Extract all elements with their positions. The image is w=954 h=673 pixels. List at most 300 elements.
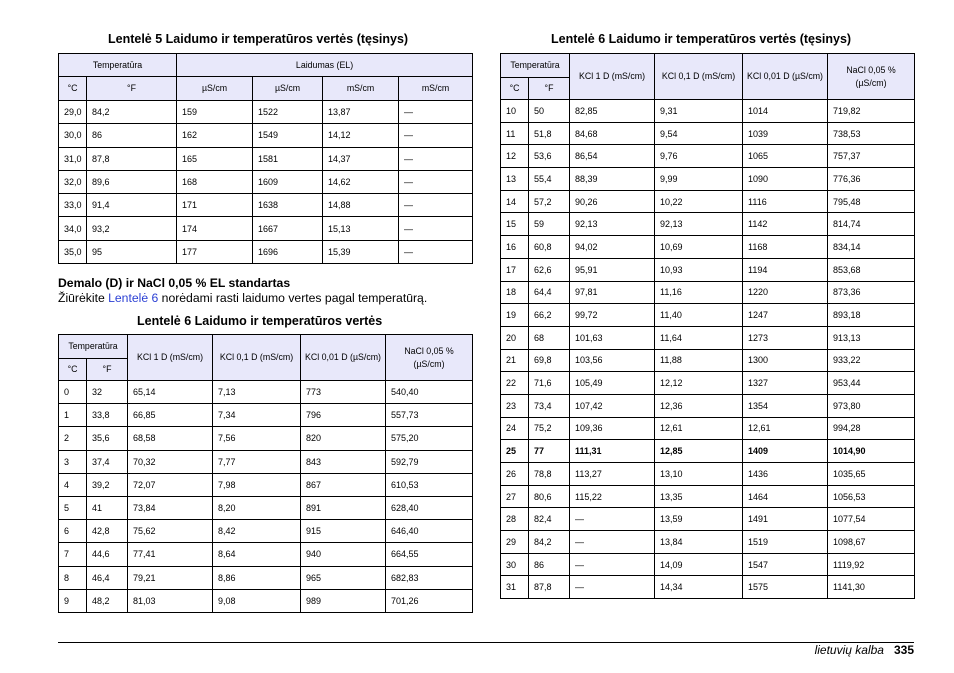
table5-unit-header: °F	[87, 77, 177, 101]
table6-link[interactable]: Lentelė 6	[108, 291, 159, 305]
table-cell: 15	[501, 213, 529, 236]
table-cell: 893,18	[828, 304, 915, 327]
table-cell: 71,6	[529, 372, 570, 395]
table-cell: —	[399, 101, 473, 124]
table-cell: 1141,30	[828, 576, 915, 599]
table5-header-conductivity: Laidumas (EL)	[177, 54, 473, 77]
table-cell: 14,37	[323, 147, 399, 170]
table-cell: 30	[501, 553, 529, 576]
section-heading: Demalo (D) ir NaCl 0,05 % EL standartas	[58, 276, 291, 290]
table-cell: 8,42	[213, 520, 301, 543]
table-cell: 33,8	[87, 404, 128, 427]
table-cell: 1	[59, 404, 87, 427]
table-cell: 79,21	[128, 566, 213, 589]
table-cell: 44,6	[87, 543, 128, 566]
table-cell: 25	[501, 440, 529, 463]
table-cell: —	[399, 124, 473, 147]
table-cell: 965	[301, 566, 386, 589]
table-row	[59, 589, 473, 612]
table-row	[501, 531, 915, 554]
table-cell: 1547	[743, 553, 828, 576]
table-cell: —	[399, 217, 473, 240]
table-cell: 9,54	[655, 122, 743, 145]
table-cell: 32	[87, 381, 128, 404]
table-cell: 16	[501, 236, 529, 259]
table-cell: 30,0	[59, 124, 87, 147]
table-cell: 86	[529, 553, 570, 576]
table-row	[59, 101, 473, 124]
table-cell: 50	[529, 100, 570, 123]
table-cell: 1077,54	[828, 508, 915, 531]
table-cell: 4	[59, 473, 87, 496]
table-cell: 1464	[743, 485, 828, 508]
table6b	[500, 53, 915, 599]
table-cell: 12,61	[655, 417, 743, 440]
table-cell: 29	[501, 531, 529, 554]
table-cell: 664,55	[386, 543, 473, 566]
table-cell: 757,37	[828, 145, 915, 168]
table-cell: 53,6	[529, 145, 570, 168]
table-cell: 8,64	[213, 543, 301, 566]
table-cell: 7,98	[213, 473, 301, 496]
table-cell: 27	[501, 485, 529, 508]
table-cell: 2	[59, 427, 87, 450]
table-cell: 171	[177, 194, 253, 217]
table6a	[58, 334, 473, 613]
table-cell: 540,40	[386, 381, 473, 404]
footer-language: lietuvių kalba	[814, 643, 884, 657]
table-cell: 21	[501, 349, 529, 372]
table-cell: 628,40	[386, 496, 473, 519]
table-cell: 68,58	[128, 427, 213, 450]
table-cell: 77	[529, 440, 570, 463]
table-cell: 795,48	[828, 190, 915, 213]
table-cell: 65,14	[128, 381, 213, 404]
table-cell: 13,87	[323, 101, 399, 124]
table-cell: 35,0	[59, 240, 87, 263]
table-row	[501, 168, 915, 191]
table-cell: 32,0	[59, 170, 87, 193]
table-cell: 94,02	[570, 236, 655, 259]
table-cell: 82,4	[529, 508, 570, 531]
table-cell: 1638	[253, 194, 323, 217]
table-cell: 12,61	[743, 417, 828, 440]
table-header: KCl 0,1 D (mS/cm)	[213, 335, 301, 381]
table-cell: 575,20	[386, 427, 473, 450]
table-cell: 1491	[743, 508, 828, 531]
table-cell: 940	[301, 543, 386, 566]
table-cell: 7	[59, 543, 87, 566]
page-number: 335	[893, 643, 914, 657]
table-row	[501, 122, 915, 145]
table-cell: 989	[301, 589, 386, 612]
table-cell: 953,44	[828, 372, 915, 395]
table-cell: 796	[301, 404, 386, 427]
table-cell: 12,12	[655, 372, 743, 395]
table-cell: 95,91	[570, 258, 655, 281]
table-cell: 1056,53	[828, 485, 915, 508]
table-header-temperature: Temperatūra	[501, 54, 570, 78]
table-cell: 973,80	[828, 394, 915, 417]
table-cell: 1575	[743, 576, 828, 599]
table-cell: 101,63	[570, 326, 655, 349]
table-cell: 1065	[743, 145, 828, 168]
table-cell: 1090	[743, 168, 828, 191]
paragraph-text-after: norėdami rasti laidumo vertes pagal temperatūrą.	[158, 291, 428, 305]
table-cell: 51,8	[529, 122, 570, 145]
table-cell: 1014	[743, 100, 828, 123]
table-cell: 1116	[743, 190, 828, 213]
table-cell: 7,56	[213, 427, 301, 450]
standards-section	[58, 276, 427, 306]
table-cell: 99,72	[570, 304, 655, 327]
table-cell: 13,59	[655, 508, 743, 531]
table-cell: 9,99	[655, 168, 743, 191]
table-cell: 31,0	[59, 147, 87, 170]
table-cell: 111,31	[570, 440, 655, 463]
table-cell: 66,85	[128, 404, 213, 427]
table-cell: 19	[501, 304, 529, 327]
table-cell: 91,4	[87, 194, 177, 217]
table-cell: 10,93	[655, 258, 743, 281]
table-cell: 9,76	[655, 145, 743, 168]
table-unit-header: °F	[87, 359, 128, 381]
table-cell: 72,07	[128, 473, 213, 496]
table-cell: 14,09	[655, 553, 743, 576]
table-cell: 1014,90	[828, 440, 915, 463]
table-cell: 5	[59, 496, 87, 519]
table5-unit-header: °C	[59, 77, 87, 101]
table-cell: 853,68	[828, 258, 915, 281]
table-cell: 8	[59, 566, 87, 589]
table6a-caption: Lentelė 6 Laidumo ir temperatūros vertės	[137, 314, 383, 328]
table-cell: 86,54	[570, 145, 655, 168]
paragraph-text-before: Žiūrėkite	[58, 291, 109, 305]
table-cell: 66,2	[529, 304, 570, 327]
table-cell: 84,68	[570, 122, 655, 145]
table-cell: 1409	[743, 440, 828, 463]
table-cell: 915	[301, 520, 386, 543]
table-cell: 105,49	[570, 372, 655, 395]
table-cell: 891	[301, 496, 386, 519]
table-cell: 68	[529, 326, 570, 349]
table-cell: 6	[59, 520, 87, 543]
table-cell: 8,20	[213, 496, 301, 519]
table-cell: 14,62	[323, 170, 399, 193]
table-cell: 70,32	[128, 450, 213, 473]
table-cell: 1220	[743, 281, 828, 304]
table-cell: 820	[301, 427, 386, 450]
table-row	[501, 485, 915, 508]
table-cell: —	[570, 553, 655, 576]
table-unit-header: °C	[59, 359, 87, 381]
table-cell: 95	[87, 240, 177, 263]
table-cell: 22	[501, 372, 529, 395]
footer-rule	[58, 642, 914, 643]
table-cell: 18	[501, 281, 529, 304]
table-row	[59, 520, 473, 543]
table-row	[501, 213, 915, 236]
table-cell: 843	[301, 450, 386, 473]
table-cell: 1354	[743, 394, 828, 417]
table-cell: 37,4	[87, 450, 128, 473]
table-cell: 107,42	[570, 394, 655, 417]
table-cell: —	[570, 576, 655, 599]
table-cell: 610,53	[386, 473, 473, 496]
table-cell: 92,13	[655, 213, 743, 236]
table-cell: 64,4	[529, 281, 570, 304]
table6b-caption: Lentelė 6 Laidumo ir temperatūros vertės (tęsinys)	[551, 32, 852, 46]
table-cell: 103,56	[570, 349, 655, 372]
table-cell: 42,8	[87, 520, 128, 543]
table-cell: 1194	[743, 258, 828, 281]
table-cell: 913,13	[828, 326, 915, 349]
table-cell: 12,36	[655, 394, 743, 417]
table-header: NaCl 0,05 % (µS/cm)	[386, 335, 473, 381]
table-row	[501, 190, 915, 213]
table-cell: 80,6	[529, 485, 570, 508]
table-cell: —	[570, 508, 655, 531]
table-cell: 11,88	[655, 349, 743, 372]
table-cell: 48,2	[87, 589, 128, 612]
table-cell: 90,26	[570, 190, 655, 213]
table-row	[501, 281, 915, 304]
table-cell: 84,2	[529, 531, 570, 554]
table-cell: 13,35	[655, 485, 743, 508]
table-row	[59, 194, 473, 217]
table-row	[59, 404, 473, 427]
table-cell: 73,84	[128, 496, 213, 519]
table-header: NaCl 0,05 % (µS/cm)	[828, 54, 915, 100]
table-cell: 78,8	[529, 463, 570, 486]
table-header: KCl 0,01 D (µS/cm)	[301, 335, 386, 381]
table-cell: 41	[87, 496, 128, 519]
table-unit-header: °C	[501, 78, 529, 100]
table-row	[59, 566, 473, 589]
table-cell: 1168	[743, 236, 828, 259]
table-cell: 60,8	[529, 236, 570, 259]
table-cell: 738,53	[828, 122, 915, 145]
table-cell: 69,8	[529, 349, 570, 372]
table-row	[501, 100, 915, 123]
table-row	[501, 394, 915, 417]
table-cell: —	[570, 531, 655, 554]
table-row	[59, 170, 473, 193]
table-cell: 773	[301, 381, 386, 404]
table-header: KCl 0,01 D (µS/cm)	[743, 54, 828, 100]
table-cell: 109,36	[570, 417, 655, 440]
table-cell: 867	[301, 473, 386, 496]
table-cell: 13,10	[655, 463, 743, 486]
table-cell: 10	[501, 100, 529, 123]
table-cell: 24	[501, 417, 529, 440]
table-cell: 11	[501, 122, 529, 145]
table-row	[59, 473, 473, 496]
table-cell: 1549	[253, 124, 323, 147]
table-cell: 26	[501, 463, 529, 486]
table-cell: 97,81	[570, 281, 655, 304]
table-cell: 1581	[253, 147, 323, 170]
table-cell: 1039	[743, 122, 828, 145]
table-cell: 84,2	[87, 101, 177, 124]
table-row	[59, 496, 473, 519]
table-cell: 59	[529, 213, 570, 236]
table-cell: 12,85	[655, 440, 743, 463]
table-row	[501, 440, 915, 463]
table-row	[501, 326, 915, 349]
table-cell: 8,86	[213, 566, 301, 589]
table-row	[501, 372, 915, 395]
table-cell: 14	[501, 190, 529, 213]
footer	[815, 643, 914, 657]
table-cell: 3	[59, 450, 87, 473]
table-cell: 873,36	[828, 281, 915, 304]
table-cell: 1300	[743, 349, 828, 372]
table-row	[501, 236, 915, 259]
table-cell: 1519	[743, 531, 828, 554]
table5	[58, 53, 473, 264]
table-row	[59, 543, 473, 566]
table5-unit-header: µS/cm	[253, 77, 323, 101]
table-cell: 15,39	[323, 240, 399, 263]
table-header: KCl 1 D (mS/cm)	[128, 335, 213, 381]
table-cell: 87,8	[87, 147, 177, 170]
table-unit-header: °F	[529, 78, 570, 100]
table-row	[501, 508, 915, 531]
table-cell: 719,82	[828, 100, 915, 123]
table-cell: 557,73	[386, 404, 473, 427]
table-cell: 93,2	[87, 217, 177, 240]
table-cell: —	[399, 240, 473, 263]
table-cell: 7,13	[213, 381, 301, 404]
table-cell: 33,0	[59, 194, 87, 217]
table-header-temperature: Temperatūra	[59, 335, 128, 359]
table-cell: 1119,92	[828, 553, 915, 576]
table5-caption: Lentelė 5 Laidumo ir temperatūros vertės (tęsinys)	[108, 32, 409, 46]
table-cell: 168	[177, 170, 253, 193]
table-cell: 1035,65	[828, 463, 915, 486]
table-cell: 75,62	[128, 520, 213, 543]
table-cell: 35,6	[87, 427, 128, 450]
table-cell: 86	[87, 124, 177, 147]
table-cell: —	[399, 194, 473, 217]
table5-header-temperature: Temperatūra	[59, 54, 177, 77]
table-cell: 159	[177, 101, 253, 124]
table-cell: 177	[177, 240, 253, 263]
section-paragraph	[58, 291, 427, 306]
table-cell: 1609	[253, 170, 323, 193]
table-row	[59, 427, 473, 450]
table-cell: 10,69	[655, 236, 743, 259]
table-cell: 77,41	[128, 543, 213, 566]
table-cell: 165	[177, 147, 253, 170]
table-cell: 9	[59, 589, 87, 612]
table-cell: 834,14	[828, 236, 915, 259]
table-cell: 994,28	[828, 417, 915, 440]
table-cell: 1667	[253, 217, 323, 240]
table-row	[501, 553, 915, 576]
table-cell: 10,22	[655, 190, 743, 213]
table5-unit-header: mS/cm	[399, 77, 473, 101]
table-cell: 701,26	[386, 589, 473, 612]
table-cell: 13,84	[655, 531, 743, 554]
table-cell: 11,16	[655, 281, 743, 304]
table-cell: 162	[177, 124, 253, 147]
table-cell: 115,22	[570, 485, 655, 508]
table-row	[501, 349, 915, 372]
table-row	[501, 417, 915, 440]
table-row	[59, 450, 473, 473]
table-cell: 55,4	[529, 168, 570, 191]
table-cell: 23	[501, 394, 529, 417]
table-row	[501, 145, 915, 168]
table-row	[501, 304, 915, 327]
table-cell: 39,2	[87, 473, 128, 496]
table-cell: 174	[177, 217, 253, 240]
table-cell: 1142	[743, 213, 828, 236]
table5-unit-header: µS/cm	[177, 77, 253, 101]
table-cell: 17	[501, 258, 529, 281]
table-cell: 933,22	[828, 349, 915, 372]
table-row	[501, 576, 915, 599]
table-cell: 12	[501, 145, 529, 168]
table-cell: 7,34	[213, 404, 301, 427]
table-cell: 82,85	[570, 100, 655, 123]
table-cell: 28	[501, 508, 529, 531]
table-row	[59, 217, 473, 240]
table-cell: 682,83	[386, 566, 473, 589]
table-cell: 776,36	[828, 168, 915, 191]
table-cell: 88,39	[570, 168, 655, 191]
table-header: KCl 1 D (mS/cm)	[570, 54, 655, 100]
table-cell: 14,88	[323, 194, 399, 217]
table-cell: 92,13	[570, 213, 655, 236]
table-cell: 11,40	[655, 304, 743, 327]
table-cell: —	[399, 170, 473, 193]
table-cell: 592,79	[386, 450, 473, 473]
table-cell: 57,2	[529, 190, 570, 213]
table-cell: 814,74	[828, 213, 915, 236]
table-cell: 29,0	[59, 101, 87, 124]
table-row	[501, 463, 915, 486]
table-cell: 87,8	[529, 576, 570, 599]
table-cell: —	[399, 147, 473, 170]
table-row	[501, 258, 915, 281]
table-row	[59, 147, 473, 170]
table-cell: 0	[59, 381, 87, 404]
table-cell: 62,6	[529, 258, 570, 281]
table-cell: 1247	[743, 304, 828, 327]
table-cell: 14,12	[323, 124, 399, 147]
table-cell: 9,08	[213, 589, 301, 612]
table-cell: 15,13	[323, 217, 399, 240]
table-row	[59, 240, 473, 263]
table-cell: 75,2	[529, 417, 570, 440]
table-cell: 14,34	[655, 576, 743, 599]
table-header: KCl 0,1 D (mS/cm)	[655, 54, 743, 100]
table-cell: 1327	[743, 372, 828, 395]
table-cell: 1098,67	[828, 531, 915, 554]
table-cell: 34,0	[59, 217, 87, 240]
table-cell: 11,64	[655, 326, 743, 349]
table-cell: 73,4	[529, 394, 570, 417]
table-cell: 1522	[253, 101, 323, 124]
table-cell: 7,77	[213, 450, 301, 473]
table-cell: 1696	[253, 240, 323, 263]
table-row	[59, 381, 473, 404]
table-cell: 1436	[743, 463, 828, 486]
table-cell: 81,03	[128, 589, 213, 612]
